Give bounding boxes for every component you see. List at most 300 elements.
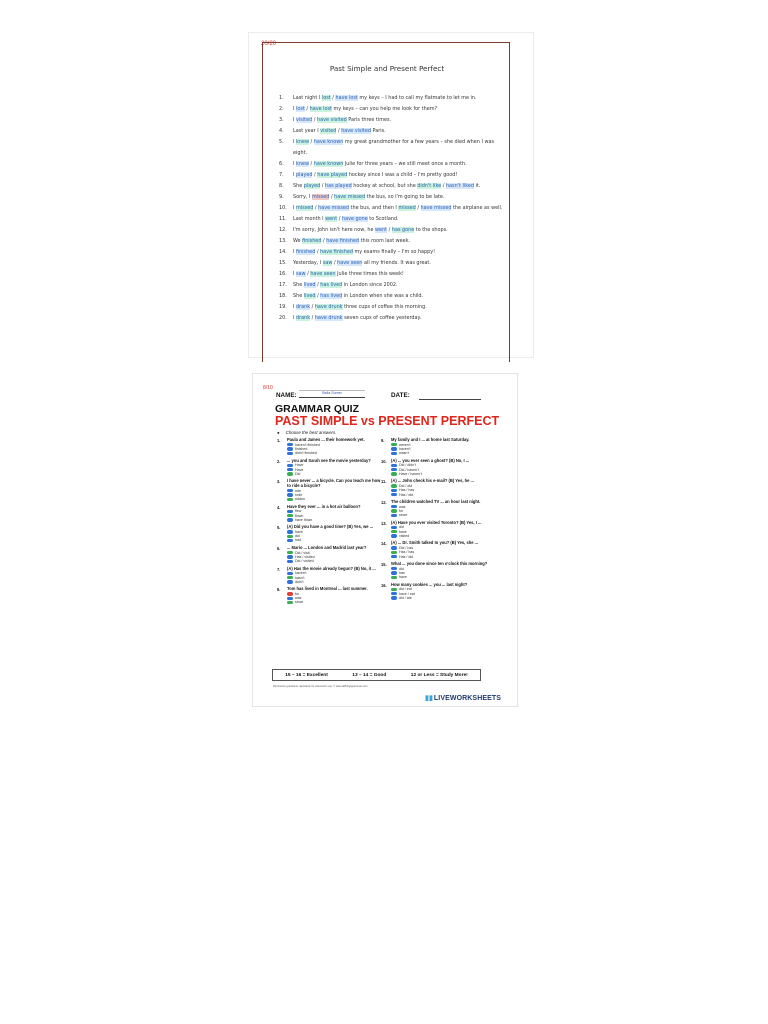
exercise-item	[279, 302, 505, 313]
exercise-text: my keys – can you help me look for them?	[331, 106, 438, 112]
exercise-text: I'm sorry, John isn't here now, he	[293, 227, 376, 233]
exercise-text: I	[293, 117, 296, 123]
answer-choice[interactable]: lost	[296, 106, 305, 112]
option-label: Did	[295, 471, 301, 476]
radio-bullet-icon[interactable]	[391, 592, 397, 595]
option-label: have / eat	[399, 591, 415, 596]
exercise-number: 9.	[279, 194, 284, 200]
quiz-question	[381, 479, 489, 496]
liveworksheets-brand: LIVEWORKSHEETS	[433, 695, 502, 702]
exercise-text: in London since 2002.	[342, 282, 398, 288]
exercise-number: 6.	[279, 161, 284, 167]
radio-bullet-icon[interactable]	[287, 539, 293, 542]
answer-option[interactable]	[391, 555, 489, 559]
exercise-list	[279, 93, 505, 324]
quiz-question	[381, 583, 489, 600]
option-label: have	[295, 529, 303, 534]
radio-bullet-icon[interactable]	[287, 452, 293, 455]
quiz-question	[277, 505, 385, 522]
quiz-question	[277, 438, 385, 455]
answer-choice[interactable]: saw	[322, 260, 333, 266]
quiz-question	[381, 521, 489, 538]
exercise-item	[279, 258, 505, 269]
answer-choice[interactable]: visited	[296, 117, 313, 123]
exercise-text: /	[329, 194, 335, 200]
exercise-text: /	[308, 161, 314, 167]
exercise-number: 2.	[279, 106, 284, 112]
radio-bullet-icon[interactable]	[391, 464, 397, 467]
exercise-text: in London when she was a child.	[342, 293, 424, 299]
radio-bullet-icon[interactable]	[391, 534, 397, 537]
exercise-item	[279, 137, 505, 159]
answer-choice[interactable]: played	[296, 172, 313, 178]
answer-choice[interactable]: missed	[398, 205, 416, 211]
answer-option[interactable]	[287, 497, 385, 501]
exercise-text: Yesterday, I	[293, 260, 323, 266]
exercise-text: /	[337, 216, 342, 222]
exercise-text: We	[293, 238, 303, 244]
date-label: DATE:	[391, 392, 410, 399]
option-label: did	[399, 566, 404, 571]
exercise-text: Paris.	[370, 128, 386, 134]
question-text: (A) ... Dr. Smith talked to you? (B) Yes, she ...	[391, 540, 479, 546]
exercise-text: Julie three times this week!	[335, 271, 404, 277]
exercise-text: I	[293, 315, 296, 321]
radio-bullet-icon[interactable]	[391, 588, 397, 591]
exercise-number: 14.	[279, 249, 287, 255]
exercise-text: I	[293, 304, 296, 310]
exercise-text: Last night I	[293, 95, 322, 101]
exercise-number: 12.	[279, 227, 287, 233]
radio-bullet-icon[interactable]	[391, 489, 397, 492]
exercise-item	[279, 225, 505, 236]
answer-choice[interactable]: went	[375, 227, 388, 233]
answer-option[interactable]	[287, 518, 385, 522]
option-label: have	[399, 529, 407, 534]
radio-bullet-icon[interactable]	[391, 472, 397, 475]
exercise-text: I	[293, 205, 296, 211]
answer-choice[interactable]: visited	[320, 128, 337, 134]
option-label: Did / haven't	[399, 467, 419, 472]
option-label: did / ate	[399, 595, 412, 600]
exercise-text: /	[387, 227, 392, 233]
radio-bullet-icon[interactable]	[391, 526, 397, 529]
name-label: NAME:	[276, 392, 297, 399]
worksheet-frame	[262, 42, 510, 362]
worksheet-past-simple-present-perfect	[248, 32, 534, 358]
exercise-text: the bus, so I'm going to be late.	[365, 194, 445, 200]
exercise-text: seven cups of coffee yesterday.	[342, 315, 422, 321]
answer-choice[interactable]: knew	[296, 139, 309, 145]
quiz-question	[277, 587, 385, 604]
quiz-question	[381, 438, 489, 455]
answer-option[interactable]	[391, 534, 489, 538]
exercise-number: 4.	[279, 128, 284, 134]
exercise-text: it.	[474, 183, 481, 189]
answer-choice[interactable]: have known	[313, 161, 344, 167]
radio-bullet-icon[interactable]	[287, 518, 293, 521]
answer-choice[interactable]: have missed	[334, 194, 366, 200]
quiz-question	[277, 525, 385, 542]
exercise-item	[279, 214, 505, 225]
radio-bullet-icon[interactable]	[287, 489, 293, 492]
exercise-text: I	[293, 139, 296, 145]
answer-choice[interactable]: knew	[296, 161, 309, 167]
question-number: 7.	[277, 566, 281, 572]
liveworksheets-logo[interactable]	[425, 694, 501, 702]
exercise-text: all my friends. It was great.	[362, 260, 431, 266]
question-number: 13.	[381, 520, 387, 526]
answer-choice[interactable]: have visited	[316, 117, 347, 123]
answer-choice[interactable]: drank	[296, 315, 311, 321]
exercise-number: 11.	[279, 216, 287, 222]
radio-bullet-icon[interactable]	[287, 493, 293, 496]
grammar-quiz-worksheet	[252, 373, 518, 707]
exercise-text: the bus, and then I	[349, 205, 399, 211]
exercise-text: the airplane as well.	[451, 205, 503, 211]
radio-bullet-icon[interactable]	[391, 571, 397, 574]
option-label: have flown	[295, 517, 313, 522]
answer-choice[interactable]: lived	[303, 293, 316, 299]
option-label: weren't	[399, 442, 411, 447]
answer-choice[interactable]: lived	[303, 282, 316, 288]
exercise-text: three cups of coffee this morning.	[342, 304, 427, 310]
answer-option[interactable]	[287, 451, 385, 455]
answer-choice[interactable]: have lost	[335, 95, 358, 101]
answer-choice[interactable]: played	[303, 183, 321, 189]
option-label: haven't	[399, 446, 411, 451]
question-text: I have never ... a bicycle. Can you teach me how to ride a bicycle?	[287, 478, 381, 488]
exercise-item	[279, 126, 505, 137]
answer-choice[interactable]: has lived	[320, 293, 343, 299]
exercise-text: /	[312, 172, 318, 178]
radio-bullet-icon[interactable]	[287, 597, 293, 600]
question-text: Paula and James ... their homework yet.	[287, 437, 365, 442]
answer-choice[interactable]: missed	[312, 194, 330, 200]
question-text: Tom has lived in Montreal ... last summer.	[287, 586, 368, 592]
option-label: flown	[295, 513, 304, 518]
exercise-item	[279, 115, 505, 126]
exercise-text: /	[304, 106, 310, 112]
question-number: 9.	[381, 438, 385, 443]
legend-good: 13 – 14 = Good	[352, 672, 387, 678]
quiz-question	[277, 479, 385, 501]
answer-choice[interactable]: has played	[325, 183, 352, 189]
radio-bullet-icon[interactable]	[391, 443, 397, 446]
option-label: did / eat	[399, 587, 412, 592]
option-label: wasn't	[399, 451, 410, 456]
exercise-text: She	[293, 293, 304, 299]
question-number: 16.	[381, 582, 387, 588]
question-text: ... Mario ... London and Madrid last year?	[287, 544, 367, 550]
option-label: did	[399, 525, 404, 530]
answer-choice[interactable]: finished	[296, 249, 316, 255]
option-label: haven't finished	[295, 442, 320, 447]
option-label: has	[399, 570, 405, 575]
exercise-item	[279, 280, 505, 291]
exercise-number: 15.	[279, 260, 287, 266]
answer-choice[interactable]: have visited	[341, 128, 371, 134]
answer-choice[interactable]: have finished	[320, 249, 353, 255]
answer-option[interactable]	[391, 472, 489, 476]
exercise-item	[279, 236, 505, 247]
exercise-item	[279, 170, 505, 181]
exercise-text: Sorry, I	[293, 194, 313, 200]
option-label: didn't finished	[295, 451, 317, 456]
question-column-left	[277, 438, 385, 608]
radio-bullet-icon[interactable]	[391, 468, 397, 471]
answer-choice[interactable]: have drunk	[314, 304, 343, 310]
exercise-text: Julie for three years – we still meet once a month.	[343, 161, 467, 167]
radio-bullet-icon[interactable]	[391, 555, 397, 558]
answer-choice[interactable]: have seen	[337, 260, 363, 266]
question-number: 14.	[381, 541, 387, 547]
exercise-text: /	[310, 315, 315, 321]
exercise-text: /	[315, 282, 321, 288]
exercise-number: 3.	[279, 117, 284, 123]
option-label: rode	[295, 492, 303, 497]
exercise-text: /	[315, 293, 321, 299]
answer-choice[interactable]: have finished	[326, 238, 360, 244]
liveworksheets-logo-icon: ▮▮	[425, 695, 433, 702]
exercise-item	[279, 269, 505, 280]
radio-bullet-icon[interactable]	[287, 535, 293, 538]
quiz-question	[277, 459, 385, 476]
option-label: flew	[295, 509, 302, 514]
exercise-text: my exams finally – I'm so happy!	[352, 249, 436, 255]
question-number: 8.	[277, 587, 281, 593]
answer-choice[interactable]: has lived	[320, 282, 343, 288]
radio-bullet-icon[interactable]	[287, 468, 293, 471]
option-label: did	[295, 534, 300, 539]
option-label: Has / did	[399, 492, 414, 497]
radio-bullet-icon[interactable]	[287, 443, 293, 446]
question-text: What ... you done since ten o'clock this morning?	[391, 561, 488, 567]
radio-bullet-icon[interactable]	[391, 509, 397, 512]
radio-bullet-icon[interactable]	[287, 576, 293, 579]
answer-option[interactable]	[287, 600, 385, 604]
quiz-question	[277, 546, 385, 563]
question-column-right	[381, 438, 489, 603]
answer-option[interactable]	[391, 493, 489, 497]
question-number: 2.	[277, 458, 281, 464]
exercise-text: /	[332, 260, 338, 266]
answer-choice[interactable]: didn't like	[417, 183, 442, 189]
exercise-text: /	[313, 205, 319, 211]
exercise-item	[279, 93, 505, 104]
question-text: (A) Have you ever visited Toronto? (B) Yes, I ...	[391, 519, 482, 525]
legend-excellent: 15 – 16 = Excellent	[285, 672, 328, 678]
quiz-question	[381, 562, 489, 579]
question-number: 15.	[381, 562, 387, 568]
answer-option[interactable]	[287, 580, 385, 584]
option-label: finished	[295, 446, 308, 451]
option-label: Did / visit	[295, 550, 310, 555]
question-number: 12.	[381, 500, 387, 506]
radio-bullet-icon[interactable]	[391, 452, 397, 455]
option-label: Has / visited	[295, 554, 315, 559]
radio-bullet-icon[interactable]	[287, 560, 293, 563]
radio-bullet-icon[interactable]	[391, 546, 397, 549]
answer-option[interactable]	[391, 451, 489, 455]
exercise-number: 7.	[279, 172, 284, 178]
exercise-text: She	[293, 282, 304, 288]
answer-choice[interactable]: drank	[296, 304, 311, 310]
date-field[interactable]	[419, 399, 481, 400]
option-label: Did / has	[399, 545, 414, 550]
exercise-text: She	[293, 183, 304, 189]
answer-choice[interactable]: missed	[296, 205, 314, 211]
radio-bullet-icon[interactable]	[391, 505, 397, 508]
answer-choice[interactable]: hasn't liked	[445, 183, 474, 189]
radio-bullet-icon[interactable]	[287, 601, 293, 604]
exercise-number: 16.	[279, 271, 287, 277]
radio-bullet-icon[interactable]	[287, 551, 293, 554]
answer-choice[interactable]: have missed	[420, 205, 452, 211]
answer-choice[interactable]: have seen	[310, 271, 336, 277]
quiz-question	[381, 541, 489, 558]
exercise-text: hockey since I was a child – I'm pretty good!	[347, 172, 458, 178]
exercise-text: I	[293, 172, 296, 178]
radio-bullet-icon[interactable]	[391, 576, 397, 579]
question-number: 3.	[277, 479, 281, 485]
exercise-item	[279, 247, 505, 258]
exercise-text: hockey at school, but she	[351, 183, 418, 189]
exercise-text: /	[441, 183, 446, 189]
option-label: for	[295, 591, 300, 596]
radio-bullet-icon[interactable]	[287, 447, 293, 450]
option-label: since	[399, 513, 408, 518]
question-number: 5.	[277, 525, 281, 531]
question-number: 4.	[277, 504, 281, 510]
exercise-text: my keys – I had to call my flatmate to let me in.	[357, 95, 477, 101]
option-label: haven't	[295, 571, 307, 576]
answer-option[interactable]	[391, 513, 489, 517]
answer-choice[interactable]: have lost	[309, 106, 332, 112]
answer-choice[interactable]: saw	[296, 271, 306, 277]
exercise-text: my great grandmother for a few years – she died when I was eight.	[293, 139, 494, 156]
radio-bullet-icon[interactable]	[391, 530, 397, 533]
question-text: (A) Did you have a good time? (B) Yes, we ...	[287, 524, 374, 530]
radio-bullet-icon[interactable]	[287, 592, 293, 595]
radio-bullet-icon[interactable]	[287, 514, 293, 517]
radio-bullet-icon[interactable]	[287, 530, 293, 533]
question-number: 10.	[381, 458, 387, 464]
exercise-text: Last month I	[293, 216, 326, 222]
answer-choice[interactable]: have gone	[341, 216, 368, 222]
exercise-text: I	[293, 271, 296, 277]
question-text: ... you and Sarah see the movie yesterday?	[287, 457, 371, 463]
exercise-text: /	[321, 238, 327, 244]
answer-choice[interactable]: went	[325, 216, 338, 222]
exercise-text: /	[312, 117, 317, 123]
answer-choice[interactable]: have drunk	[314, 315, 343, 321]
exercise-text: /	[415, 205, 421, 211]
answer-choice[interactable]: finished	[302, 238, 322, 244]
name-field[interactable]: Bella Sumer	[299, 390, 365, 398]
exercise-text: /	[308, 139, 314, 145]
answer-choice[interactable]: have known	[313, 139, 344, 145]
worksheet-title: Past Simple and Present Perfect	[329, 64, 445, 73]
question-text: How many cookies ... you ... last night?	[391, 581, 468, 587]
radio-bullet-icon[interactable]	[287, 555, 293, 558]
exercise-text: /	[305, 271, 311, 277]
option-label: ridden	[295, 497, 305, 502]
copyright-footnote: Permission granted to reproduce for classroom use. © www.allthingsgrammar.com	[273, 685, 368, 688]
question-text: The children watched TV ... an hour last night.	[391, 499, 481, 505]
radio-bullet-icon[interactable]	[391, 596, 397, 599]
exercise-number: 20.	[279, 315, 287, 321]
question-text: My family and I ... at home last Saturday.	[391, 437, 470, 442]
option-label: visited	[399, 533, 410, 538]
radio-bullet-icon[interactable]	[391, 484, 397, 487]
option-label: Has / has	[399, 550, 415, 555]
answer-option[interactable]	[287, 559, 385, 563]
quiz-subtitle: PAST SIMPLE vs PRESENT PERFECT	[275, 414, 500, 428]
radio-bullet-icon[interactable]	[287, 580, 293, 583]
exercise-text: I	[293, 249, 296, 255]
answer-option[interactable]	[391, 596, 489, 600]
answer-option[interactable]	[391, 575, 489, 579]
quiz-instruction: ● Choose the best answers.	[277, 430, 336, 435]
answer-choice[interactable]: have played	[317, 172, 348, 178]
exercise-item	[279, 181, 505, 192]
question-text: (A) Has the movie already begun? (B) No, it ...	[287, 565, 376, 571]
exercise-item	[279, 104, 505, 115]
exercise-number: 10.	[279, 205, 287, 211]
option-label: was	[295, 596, 302, 601]
question-text: (A) ... John check his e-mail? (B) Yes, he ...	[391, 478, 474, 484]
answer-choice[interactable]: have missed	[318, 205, 349, 211]
option-label: had	[295, 538, 301, 543]
question-number: 1.	[277, 438, 281, 443]
option-label: didn't	[295, 579, 304, 584]
option-label: have	[399, 575, 407, 580]
radio-bullet-icon[interactable]	[391, 567, 397, 570]
option-label: Did / didn't	[399, 463, 416, 468]
answer-choice[interactable]: has gone	[391, 227, 415, 233]
radio-bullet-icon[interactable]	[391, 447, 397, 450]
radio-bullet-icon[interactable]	[287, 464, 293, 467]
exercise-text: Paris three times.	[346, 117, 392, 123]
option-label: Have / haven't	[399, 471, 422, 476]
quiz-question	[381, 459, 489, 476]
radio-bullet-icon[interactable]	[287, 572, 293, 575]
radio-bullet-icon[interactable]	[391, 493, 397, 496]
exercise-number: 17.	[279, 282, 287, 288]
exercise-number: 1.	[279, 95, 284, 101]
answer-option[interactable]	[287, 538, 385, 542]
radio-bullet-icon[interactable]	[391, 551, 397, 554]
exercise-text: Last year I	[293, 128, 321, 134]
radio-bullet-icon[interactable]	[391, 514, 397, 517]
answer-option[interactable]	[287, 472, 385, 476]
radio-bullet-icon[interactable]	[287, 472, 293, 475]
exercise-number: 19.	[279, 304, 287, 310]
exercise-text: /	[315, 249, 321, 255]
exercise-text: /	[336, 128, 342, 134]
exercise-item	[279, 203, 505, 214]
question-number: 6.	[277, 545, 281, 551]
exercise-text: to Scotland.	[367, 216, 399, 222]
answer-choice[interactable]: lost	[321, 95, 331, 101]
option-label: ride	[295, 488, 301, 493]
exercise-text: /	[320, 183, 326, 189]
option-label: was	[399, 504, 406, 509]
radio-bullet-icon[interactable]	[287, 498, 293, 501]
option-label: Have	[295, 467, 304, 472]
radio-bullet-icon[interactable]	[287, 510, 293, 513]
